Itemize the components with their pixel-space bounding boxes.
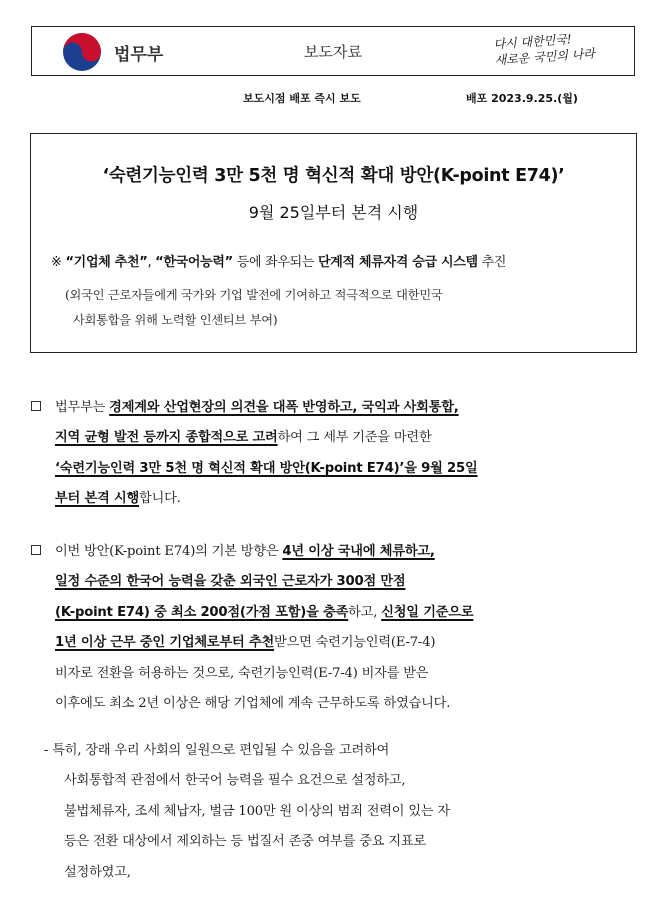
summary-parenthetical [65, 283, 625, 333]
para3-line-2: 사회통합적 관점에서 한국어 능력을 필수 요건으로 설정하고, [64, 773, 406, 788]
para1-l1a: 법무부는 [55, 400, 110, 415]
note-sep: , [147, 255, 156, 270]
para3-line-3: 불법체류자, 조세 체납자, 벌금 100만 원 이상의 범죄 전력이 있는 자 [64, 804, 450, 819]
note-middle: 등에 좌우되는 [232, 255, 318, 270]
para2-l5: 비자로 전환을 허용하는 것으로, 숙련기능인력(E-7-4) 비자를 받은 [55, 666, 429, 681]
para2-line-2 [55, 570, 405, 589]
para2-line-6 [55, 692, 450, 711]
para2-l2: 일정 수준의 한국어 능력을 갖춘 외국인 근로자가 300점 만점 [55, 574, 406, 589]
para1-l2b: 하여 그 세부 기준을 마련한 [277, 430, 432, 445]
release-time: 보도시점 배포 즉시 보도 [243, 92, 361, 105]
slogan-line-2: 새로운 국민의 나라 [493, 46, 595, 68]
para2-l4a: 1년 이상 근무 중인 기업체로부터 추천 [55, 635, 275, 650]
para2-l3a: (K-point E74) 중 최소 200점(가점 포함)을 충족 [55, 605, 349, 620]
para3-line-4: 등은 전환 대상에서 제외하는 등 법질서 존중 여부를 중요 지표로 [64, 834, 426, 849]
para2-l1b: 4년 이상 국내에 체류하고, [282, 544, 435, 559]
summary-box [30, 133, 637, 353]
para1-l2a: 지역 균형 발전 등까지 종합적으로 고려 [55, 430, 278, 445]
release-date: 배포 2023.9.25.(월) [466, 92, 578, 105]
para3-line-1: - 특히, 장래 우리 사회의 일원으로 편입될 수 있음을 고려하여 [44, 743, 390, 758]
para2-l4b: 받으면 숙련기능인력(E-7-4) [274, 635, 436, 650]
headline: ‘숙련기능인력 3만 5천 명 혁신적 확대 방안(K-point E74)’ [102, 166, 565, 186]
header-box [31, 26, 635, 76]
para1-l4b: 합니다. [139, 491, 181, 506]
para1-l4a: 부터 본격 시행 [55, 491, 140, 506]
para1-line-3 [55, 457, 478, 476]
press-release-label: 보도자료 [304, 43, 362, 61]
bullet-box-icon [31, 401, 41, 411]
subheadline: 9월 25일부터 본격 시행 [248, 203, 419, 222]
para2-line-4 [55, 631, 435, 650]
paren-line-2: 사회통합을 위해 노력할 인센티브 부여) [73, 313, 278, 327]
note-prefix: ※ [51, 255, 66, 270]
para2-l1a: 이번 방안(K-point E74)의 기본 방향은 [55, 544, 283, 559]
note-suffix: 추진 [477, 255, 507, 270]
para1-l3: ‘숙련기능인력 3만 5천 명 혁신적 확대 방안(K-point E74)’을 9월 25일 [55, 461, 478, 476]
para1-line-4 [55, 487, 181, 506]
para2-l3c: 신청일 기준으로 [381, 605, 474, 620]
para1-line-1 [55, 396, 459, 415]
summary-note [51, 251, 506, 270]
paren-line-1: (외국인 근로자들에게 국가와 기업 발전에 기여하고 적극적으로 대한민국 [65, 288, 443, 302]
para2-line-1 [55, 540, 435, 559]
para1-line-2 [55, 426, 432, 445]
para2-l6: 이후에도 최소 2년 이상은 해당 기업체에 계속 근무하도록 하였습니다. [55, 696, 451, 711]
note-keyword-upgrade-system: 단계적 체류자격 승급 시스템 [317, 255, 478, 270]
para1-l1b: 경제계와 산업현장의 의견을 대폭 반영하고, 국익과 사회통합, [109, 400, 459, 415]
para2-line-5 [55, 662, 428, 681]
ministry-name: 법무부 [114, 45, 164, 65]
para3-line-5: 설정하였고, [64, 865, 131, 880]
note-keyword-korean-ability: “한국어능력” [155, 255, 233, 270]
slogan [493, 30, 595, 69]
slogan-line-1: 다시 대한민국! [492, 32, 572, 52]
para2-line-3 [55, 601, 473, 620]
note-keyword-company-recommendation: “기업체 추천” [65, 255, 148, 270]
bullet-box-icon [31, 545, 41, 555]
para2-l3b: 하고, [348, 605, 382, 620]
